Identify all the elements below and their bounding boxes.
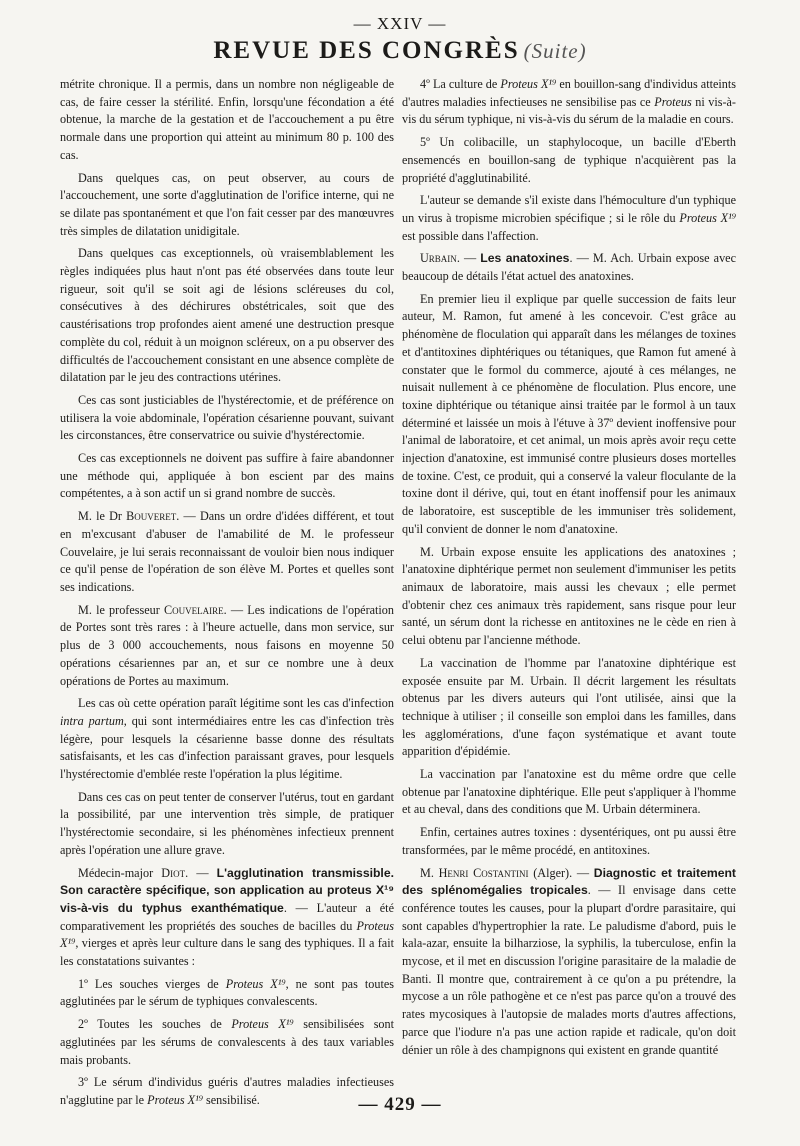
paragraph: Dans quelques cas exceptionnels, où vraisemblablement les règles indiquées plus haut n'ont pas été observées dans toute leur rigueur, soit qu'il se soit agi de lésions scléreuses du col, consécutives à des déchirures obstétricales, soit que des caustérisations trop profondes aient amené une destruction presque complète du col, réduit à un moignon scléreux, on a pu observer des difficultés de l'accouchement consistant en une absence complète de dilatation par le jeu des contractions utérines. bbox=[60, 246, 394, 385]
paragraph: M. Henri Costantini (Alger). — Diagnostic et traitement des splénomégalies tropicales. — Il envisage dans cette conférence toutes les causes, pour la plupart d'ordre parasitaire, qui sont capables d'hypertrophier la rate. Le paludisme d'abord, puis le kala-azar, ensuite la bilharziose, la syphilis, la tuberculose, enfin la mycose, et il met en discussion l'origine parasitaire de la maladie de Banti. Il montre que, contrairement à ce qu'on a pu prétendre, la mycose a un rôle pathogène et ce n'est pas parce qu'on a trouvé des rates mycosiques à l'autopsie de malades morts d'autres affections, parce que l'iodure n'a pas une action rapide et radicale, qu'on doit dénier un rôle à des champignons qui existent en grande quantité bbox=[402, 865, 736, 1057]
paragraph: La vaccination de l'homme par l'anatoxine diphtérique est exposée ensuite par M. Urbain. Il décrit largement les résultats obtenus par les divers auteurs qui l'ont utilisée, ainsi que la technique à utiliser ; il conseille son emploi dans les familles, dans les agglomérations, d'une façon systématique et avant toute apparition d'épidémie. bbox=[402, 655, 736, 759]
paragraph: métrite chronique. Il a permis, dans un nombre non négligeable de cas, de faire cesser la stérilité. Enfin, lorsqu'une fécondation a été obtenue, la marche de la gestation et de l'accouchement a pu être normale dans une proportion qui atteint au minimum 80 p. 100 des cas. bbox=[60, 77, 394, 162]
paragraph: L'auteur se demande s'il existe dans l'hémoculture d'un typhique un virus à tropisme microbien spécifique ; si le rôle du Proteus X¹⁹ est possible dans l'affection. bbox=[402, 193, 737, 243]
speaker-name: Henri Costantini bbox=[438, 865, 529, 880]
paragraph: Enfin, certaines autres toxines : dysentériques, ont pu aussi être transformées, par le même procédé, en antitoxines. bbox=[402, 825, 736, 857]
paragraph: Médecin-major Diot. — L'agglutination transmissible. Son caractère spécifique, son application au proteus X¹⁹ vis-à-vis du typhus exanthématique. — L'auteur a été comparativement les propriétés des souches de bacilles du Proteus X¹⁹, vierges et après leur culture dans le sang des typhiques. Il a fait les constatations suivantes : bbox=[60, 865, 394, 969]
communication-title: L'agglutination transmissible. Son caractère spécifique, son application au proteus X¹⁹ vis-à-vis du typhus exanthématique bbox=[60, 865, 394, 915]
communication-title: Diagnostic et traitement des splénomégalies tropicales bbox=[402, 865, 736, 898]
right-text-column bbox=[402, 76, 736, 1098]
page-header bbox=[0, 37, 800, 65]
left-text-column bbox=[60, 76, 395, 1107]
speaker-name: Couvelaire bbox=[164, 602, 224, 617]
journal-section-title: REVUE DES CONGRÈS bbox=[213, 37, 520, 64]
section-suite-label: (Suite) bbox=[523, 39, 587, 63]
paragraph: En premier lieu il explique par quelle succession de faits leur auteur, M. Ramon, fut amené à les concevoir. C'est grâce au phénomène de floculation qui apparaît dans les mélanges de toxines et d'antitoxines diphtériques ou tétaniques, que Ramon fut amené à constater que le formol du commerce, ajouté à ces mélanges, ne nuisait nullement à ce phénomène de floculation. Plus encore, une toxine diphtérique ou tétanique ainsi traitée par le formol à un taux déterminé et laissée un mois à l'étuve à 37º devient inoffensive pour l'animal de laboratoire, et cet animal, un mois après avoir reçu cette injection d'anatoxine, est immunisé contre plusieurs doses mortelles de toxine. C'est, ce produit, qui a conservé la valeur floculante de la toxine dont il dérive, qui, tout en étant inoffensif pour les animaux de laboratoire, est susceptible de les immuniser très solidement, qu'il convient de donner le nom d'anatoxine. bbox=[402, 291, 736, 536]
paragraph: 1º Les souches vierges de Proteus X¹⁹, ne sont pas toutes agglutinées par le sérum de typhiques convalescents. bbox=[60, 976, 394, 1009]
page-number: — 429 — bbox=[358, 1094, 442, 1115]
speaker-name: Urbain bbox=[420, 251, 457, 266]
paragraph: Les cas où cette opération paraît légitime sont les cas d'infection intra partum, qui sont intermédiaires entre les cas d'infection très légère, pour lesquels la césarienne basse donne des résultats satisfaisants, et les cas d'infection paraissant graves, pour lesquels l'hystérectomie d'emblée reste l'opération la plus légitime. bbox=[60, 696, 394, 782]
paragraph: 2º Toutes les souches de Proteus X¹⁹ sensibilisées sont agglutinées par les sérums de convalescents à des taux variables mais probants. bbox=[60, 1017, 395, 1067]
paragraph: 5º Un colibacille, un staphylocoque, un bacille d'Eberth ensemencés en bouillon-sang de typhique n'acquièrent pas la propriété d'agglutinabilité. bbox=[402, 135, 736, 185]
paragraph: La vaccination par l'anatoxine est du même ordre que celle obtenue par l'anatoxine diphtérique. Elle peut s'appliquer à l'homme et au cheval, dans des conditions que M. Urbain déterminera. bbox=[402, 767, 736, 817]
paragraph: M. Urbain expose ensuite les applications des anatoxines ; l'anatoxine diphtérique permet non seulement d'immuniser les petits animaux de laboratoire, mais aussi les chevaux ; elle permet d'obtenir chez ces animaux très rapidement, sans risque pour leur santé, un sérum dont la richesse en antitoxines ne le cède en rien à celui obtenu par l'ancienne méthode. bbox=[402, 544, 736, 648]
paragraph: Urbain. — Les anatoxines. — M. Ach. Urbain expose avec beaucoup de détails l'état actuel des anatoxines. bbox=[402, 251, 736, 284]
paragraph: M. le professeur Couvelaire. — Les indications de l'opération de Portes sont très rares : à l'heure actuelle, dans mon service, sur plus de 3 000 accouchements, nous faisons en moyenne 50 opérations césariennes par an, et sur ce nombre une à deux opérations de Portes au maximum. bbox=[60, 602, 394, 688]
paragraph: Ces cas exceptionnels ne doivent pas suffire à faire abandonner une méthode qui, appliquée à bon escient par des mains compétentes, a à son actif un si grand nombre de succès. bbox=[60, 451, 394, 501]
speaker-name: Bouveret bbox=[126, 509, 177, 524]
paragraph: Dans quelques cas, on peut observer, au cours de l'accouchement, une sorte d'agglutination de l'orifice interne, qui ne se dilate pas spontanément et que l'on fait cesser par des manœuvres très simples de dilatation unidigitale. bbox=[60, 170, 394, 238]
speaker-name: Diot bbox=[161, 865, 186, 880]
paragraph: M. le Dr Bouveret. — Dans un ordre d'idées différent, et tout en m'excusant d'abuser de l'amabilité de M. le professeur Couvelaire, je lui serais reconnaissant de vouloir bien nous indiquer ce qu'il pense de l'opération de son élève M. Portes et quelles sont ses indications. bbox=[60, 509, 394, 594]
running-head: — XXIV — bbox=[353, 14, 447, 33]
communication-title: Les anatoxines bbox=[480, 251, 570, 266]
paragraph: Dans ces cas on peut tenter de conserver l'utérus, tout en gardant la possibilité, par une intervention très simple, de pratiquer l'hystérectomie secondaire, si les phénomènes infectieux prennent après l'opération une allure grave. bbox=[60, 789, 394, 857]
paragraph: Ces cas sont justiciables de l'hystérectomie, et de préférence on utilisera la voie abdominale, l'opération césarienne pouvant, suivant les circonstances, être conservatrice ou suivie d'hystérectomie. bbox=[60, 392, 394, 443]
paragraph: 3º Le sérum d'individus guéris d'autres maladies infectieuses n'agglutine par le Proteus X¹⁹ sensibilisé. bbox=[60, 1075, 394, 1107]
paragraph: 4º La culture de Proteus X¹⁹ en bouillon-sang d'individus atteints d'autres maladies infectieuses ne sensibilise pas ce Proteus ni vis-à-vis du sérum typhique, ni vis-à-vis du sérum de la maladie en cours. bbox=[402, 77, 737, 127]
